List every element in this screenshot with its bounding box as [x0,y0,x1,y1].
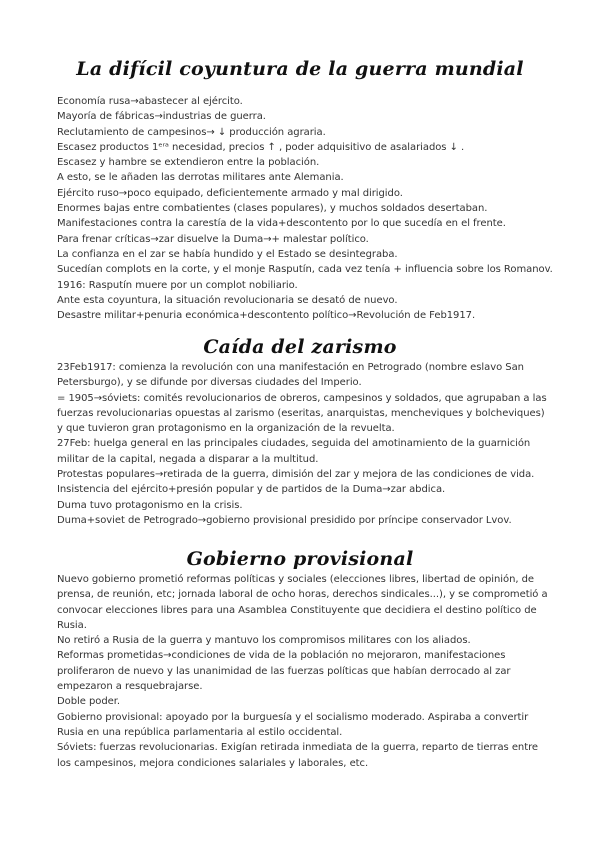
text-line: convocar elecciones libres para una Asamblea Constituyente que decidiera el destino político de [57,604,537,616]
text-line: La confianza en el zar se había hundido y el Estado se desintegraba. [57,248,398,260]
text-line: 1916: Rasputín muere por un complot nobiliario. [57,279,298,291]
text-line: Desastre militar+penuria económica+descontento político→Revolución de Feb1917. [57,310,476,322]
text-line: Protestas populares→retirada de la guerra, dimisión del zar y mejora de las condiciones de vida. [57,469,535,481]
text-line: 27Feb: huelga general en las principales ciudades, seguida del amotinamiento de la guarnición [57,438,531,450]
section-gobierno-provisional [0,546,600,572]
text-line: Ejército ruso→poco equipado, deficientemente armado y mal dirigido. [57,187,403,199]
text-line: Rusia. [57,619,87,631]
text-line: Rusia en una república parlamentaria al estilo occidental. [57,726,343,738]
section-caida-zarismo-body [57,360,557,528]
text-line: Escasez productos 1ᵉʳᵃ necesidad, precios ↑ , poder adquisitivo de asalariados ↓ . [57,141,465,153]
text-line: Escasez y hambre se extendieron entre la población. [57,157,320,169]
section-title: Caída del zarismo [203,336,397,358]
section-caida-zarismo [0,334,600,360]
text-line: Petersburgo), y se difunde por diversas ciudades del Imperio. [57,377,362,389]
text-line: Duma+soviet de Petrogrado→gobierno provisional presidido por príncipe conservador Lvov. [57,514,512,526]
section-title: La difícil coyuntura de la guerra mundial [76,58,524,80]
text-line: proliferaron de nuevo y las unanimidad de las fuerzas políticas que habían derrocado al zar [57,665,511,677]
text-line: Economía rusa→abastecer al ejército. [57,96,243,107]
text-line: Enormes bajas entre combatientes (clases populares), y muchos soldados desertaban. [57,203,488,215]
section-gobierno-provisional-body [57,572,557,771]
text-line: Doble poder. [57,696,121,708]
text-line: los campesinos, mejora condiciones salariales y laborales, etc. [57,757,369,769]
section-title: Gobierno provisional [186,548,414,570]
text-line: empezaron a resquebrajarse. [57,681,203,693]
section-coyuntura-body [57,94,557,323]
text-line: Duma tuvo protagonismo en la crisis. [57,499,243,511]
text-line: Reclutamiento de campesinos→ ↓ producción agraria. [57,126,326,138]
text-line: Sucedían complots en la corte, y el monje Rasputín, cada vez tenía + influencia sobre los Romanov. [57,264,553,276]
text-line: Insistencia del ejército+presión popular y de partidos de la Duma→zar abdica. [57,484,446,496]
text-line: 23Feb1917: comienza la revolución con una manifestación en Petrogrado (nombre eslavo San [57,362,524,373]
text-line: militar de la capital, negada a disparar a la multitud. [57,453,319,465]
text-line: prensa, de reunión, etc; jornada laboral de ocho horas, derechos sindicales...), y se comprometió a [57,589,548,601]
text-line: No retiró a Rusia de la guerra y mantuvo los compromisos militares con los aliados. [57,635,471,647]
text-line: fuerzas revolucionarias opuestas al zarismo (eseritas, anarquistas, mencheviques y bolcheviques) [57,407,545,419]
text-line: Nuevo gobierno prometió reformas políticas y sociales (elecciones libres, libertad de opinión, de [57,574,535,585]
text-line: = 1905→sóviets: comités revolucionarios de obreros, campesinos y soldados, que agrupaban a las [57,392,547,404]
text-line: y que tuvieron gran protagonismo en la organización de la revuelta. [57,423,395,435]
text-line: Sóviets: fuerzas revolucionarias. Exigían retirada inmediata de la guerra, reparto de tierras entre [57,742,539,754]
text-line: Para frenar críticas→zar disuelve la Duma→+ malestar político. [57,233,369,245]
text-line: Manifestaciones contra la carestía de la vida+descontento por lo que sucedía en el frente. [57,218,506,230]
text-line: Gobierno provisional: apoyado por la burguesía y el socialismo moderado. Aspiraba a convertir [57,711,529,723]
text-line: A esto, se le añaden las derrotas militares ante Alemania. [57,172,344,184]
text-line: Ante esta coyuntura, la situación revolucionaria se desató de nuevo. [57,294,398,306]
text-line: Reformas prometidas→condiciones de vida de la población no mejoraron, manifestaciones [57,650,506,662]
section-coyuntura [0,56,600,82]
text-line: Mayoría de fábricas→industrias de guerra. [57,111,266,123]
